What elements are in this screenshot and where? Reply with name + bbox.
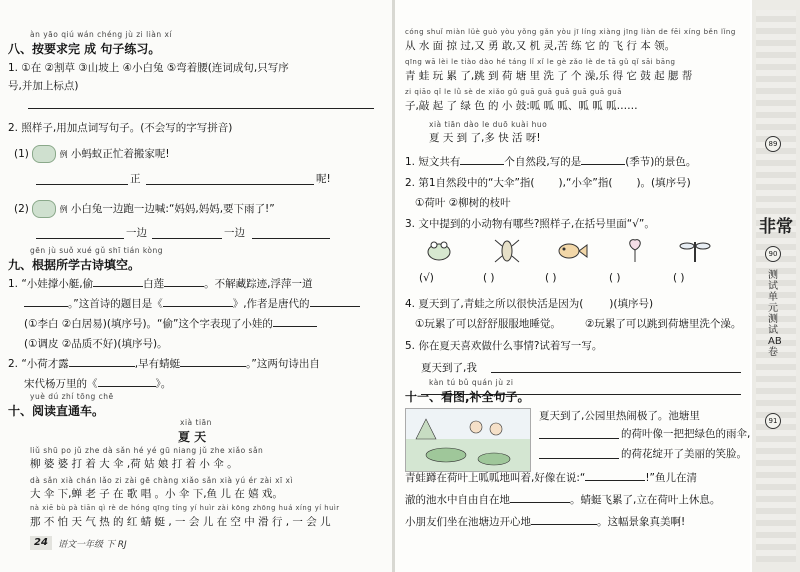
example1 xyxy=(14,145,170,163)
rq3-mark-1[interactable]: (√) xyxy=(419,272,434,284)
dragonfly-icon xyxy=(680,242,710,262)
sidebar-circle-top: 89 xyxy=(765,136,781,152)
rq4-option2: ②玩累了可以跳到荷塘里洗个澡。 xyxy=(585,318,742,330)
rq1: 1. 短文共有 个自然段,写的是 (季节)的景色。 xyxy=(405,156,697,168)
q2-line: 2. 照样子,用加点词写句子。(不会写的字写拼音) xyxy=(8,122,233,134)
brand-logo: 非常 xyxy=(759,217,793,237)
fill-line-2: 的荷叶像一把把绿色的雨伞, xyxy=(621,428,751,440)
example1-tag: 例 xyxy=(59,150,68,159)
ex2-fill-a: 一边 xyxy=(126,227,147,239)
section10-pinyin: yuè dú zhí tōng chē xyxy=(30,392,114,401)
story-pinyin-2: dà sǎn xià chán lǎo zi zài gē chàng xiǎo sǎn xià yú ér zài xī xì xyxy=(30,476,294,485)
section11-title: 十一、看图,补全句子。 xyxy=(405,390,530,404)
poem2-line1: 2. “小荷才露 ,早有蜻蜓 。”这两句诗出自 xyxy=(8,358,320,370)
story-pinyin-1: liǔ shū po jǔ zhe dà sǎn hé yé gū niang jǔ zhe xiǎo sǎn xyxy=(30,446,264,455)
example2-prefix: (2) xyxy=(14,203,29,215)
rq5-line-1[interactable] xyxy=(491,372,741,373)
poem2-line2: 宋代杨万里的《 》。 xyxy=(24,378,172,390)
example2-tag: 例 xyxy=(59,205,68,214)
story-pinyin-3: nà xiē bù pà tiān qì rè de hóng qīng tíng yí huìr zài kōng zhōng huá xíng yí huìr xyxy=(30,504,340,512)
fill-line-1: 夏天到了,公园里热闹极了。池塘里 xyxy=(539,410,700,422)
fill-line-4: 青蛙蹲在荷叶上呱呱地叫着,好像在说:“ !”鱼儿在清 xyxy=(405,472,697,484)
section9-title: 九、根据所学古诗填空。 xyxy=(8,258,141,272)
fill-blank-1[interactable] xyxy=(539,438,619,439)
rq5: 5. 你在夏天喜欢做什么事情?试着写一写。 xyxy=(405,340,603,352)
ex2-blank-a[interactable] xyxy=(36,238,124,239)
story-title-pinyin: xià tiān xyxy=(180,418,212,427)
q1-line1: 1. ①在 ②割草 ③山坡上 ④小白兔 ⑤弯着腰(连词成句,只写序 xyxy=(8,62,289,74)
section9-pinyin: gēn jù suǒ xué gǔ shī tián kòng xyxy=(30,246,164,255)
example1-text: 小蚂蚁正忙着搬家呢! xyxy=(70,148,170,160)
ex1-fill-end: 呢! xyxy=(316,173,331,185)
section8-title: 八、按要求完 成 句子练习。 xyxy=(8,42,161,56)
frog-icon xyxy=(428,242,450,260)
page-footer: 语文一年级 下 RJ xyxy=(58,540,127,550)
rq2: 2. 第1自然段中的“大伞”指( ),“小伞”指( )。(填序号) xyxy=(405,177,691,189)
poem1-line4: (①调皮 ②品质不好)(填序号)。 xyxy=(24,338,168,350)
animals-row xyxy=(425,236,725,266)
ex1-blank-b[interactable] xyxy=(146,184,314,185)
ex1-fill-mid: 正 xyxy=(130,173,141,185)
fill-blank-2[interactable] xyxy=(539,458,619,459)
rq3-mark-3[interactable]: ( ) xyxy=(545,272,557,284)
rq3: 3. 文中提到的小动物有哪些?照样子,在括号里面“√”。 xyxy=(405,218,655,230)
rq2-options: ①荷叶 ②柳树的枝叶 xyxy=(415,197,511,209)
story-pinyin-5: qīng wā lèi le tiào dào hé táng lǐ xǐ le gè zǎo lè de tā gǔ qǐ sāi bāng xyxy=(405,58,676,66)
right-page xyxy=(395,0,750,572)
rq3-mark-2[interactable]: ( ) xyxy=(483,272,495,284)
ex2-fill-b: 一边 xyxy=(224,227,245,239)
page-number: 24 xyxy=(30,536,52,550)
example2 xyxy=(14,200,275,218)
frog-mascot-icon xyxy=(32,200,56,218)
story-text-4: 从 水 面 掠 过,又 勇 敢,又 机 灵,苦 练 它 的 飞 行 本 领。 xyxy=(405,40,676,52)
left-page xyxy=(0,0,392,572)
example2-text: 小白兔一边跑一边喊:“妈妈,妈妈,要下雨了!” xyxy=(70,203,275,215)
story-text-3: 那 不 怕 天 气 热 的 红 蜻 蜓 , 一 会 儿 在 空 中 滑 行 , 一 会 儿 xyxy=(30,516,331,528)
park-pond-illustration xyxy=(405,408,531,472)
q1-answer-line[interactable] xyxy=(28,108,374,109)
rq3-mark-4[interactable]: ( ) xyxy=(609,272,621,284)
rq4-option1: ①玩累了可以舒舒服服地睡觉。 xyxy=(415,318,561,330)
story-text-7: 夏 天 到 了,多 快 活 呀! xyxy=(429,132,541,144)
ex1-blank-a[interactable] xyxy=(36,184,128,185)
fill-line-6: 小朋友们坐在池塘边开心地 。这幅景象真美啊! xyxy=(405,516,686,528)
q1-line2: 号,并加上标点) xyxy=(8,80,79,92)
sidebar-subtitle: 测试单元测试AB卷 xyxy=(768,270,782,358)
example1-prefix: (1) xyxy=(14,148,29,160)
poem1-line1: 1. “小娃撑小艇,偷 白莲 。不解藏踪迹,浮萍一道 xyxy=(8,278,313,290)
poem1-line2: 。”这首诗的题目是《 》,作者是唐代的 xyxy=(24,296,360,311)
fill-line-3: 的荷花绽开了美丽的笑脸。 xyxy=(621,448,747,460)
cicada-icon xyxy=(495,240,519,262)
ex2-blank-b[interactable] xyxy=(152,238,222,239)
story-title: 夏 天 xyxy=(178,430,207,444)
rq5-start: 夏天到了,我 xyxy=(421,362,477,374)
section8-pinyin: àn yāo qiú wán chéng jù zi liàn xí xyxy=(30,30,173,39)
frog-mascot-icon xyxy=(32,145,56,163)
lotus-icon xyxy=(630,240,641,262)
rq4: 4. 夏天到了,青蛙之所以很快活是因为( )(填序号) xyxy=(405,298,654,310)
story-pinyin-4: cóng shuǐ miàn lüè guò yòu yǒng gǎn yòu jī líng xiàng jīng liàn de fēi xíng běn lǐng xyxy=(405,28,736,36)
section11-pinyin: kàn tú bǔ quán jù zi xyxy=(429,378,514,387)
story-text-5: 青 蛙 玩 累 了,跳 到 荷 塘 里 洗 了 个 澡,乐 得 它 鼓 起 腮 帮 xyxy=(405,70,693,82)
fill-line-5: 澈的池水中自由自在地 。蜻蜓飞累了,立在荷叶上休息。 xyxy=(405,494,721,506)
sidebar-circle-mid: 90 xyxy=(765,246,781,262)
rq3-mark-5[interactable]: ( ) xyxy=(673,272,685,284)
sidebar-circle-bottom: 91 xyxy=(765,413,781,429)
story-text-1: 柳 婆 婆 打 着 大 伞 ,荷 姑 娘 打 着 小 伞 。 xyxy=(30,458,238,470)
poem1-line3: (①李白 ②白居易)(填序号)。“偷”这个字表现了小娃的 xyxy=(24,316,317,331)
section10-title: 十、阅读直通车。 xyxy=(8,404,105,418)
story-pinyin-7: xià tiān dào le duō kuài huo xyxy=(429,120,548,129)
ex2-blank-c[interactable] xyxy=(252,238,330,239)
fish-icon xyxy=(559,244,587,258)
story-pinyin-6: zi qiāo qǐ le lǜ sè de xiǎo gǔ guā guā guā guā guā guā xyxy=(405,88,623,96)
story-text-2: 大 伞 下,蝉 老 子 在 歌 唱 。小 伞 下,鱼 儿 在 嬉 戏。 xyxy=(30,488,283,500)
story-text-6: 子,敲 起 了 绿 色 的 小 鼓:呱 呱 呱、呱 呱 呱…… xyxy=(405,100,638,112)
